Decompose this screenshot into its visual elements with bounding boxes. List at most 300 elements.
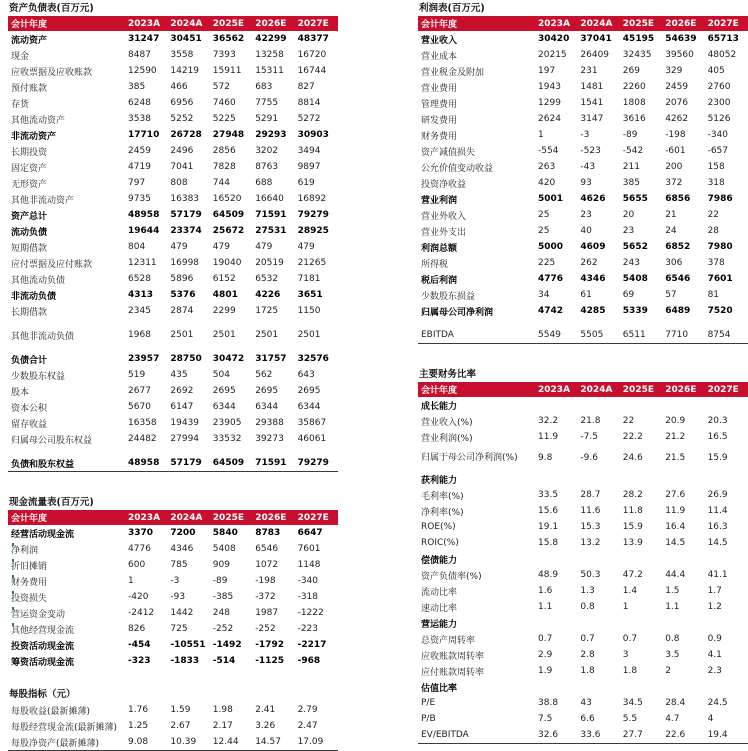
row-label: 少数股东损益	[421, 291, 476, 302]
cell-2027E	[706, 615, 748, 631]
cell-2026E: 13258	[255, 50, 284, 60]
cell-2027E: 2.3	[707, 666, 722, 676]
cell-2024A: 4609	[580, 242, 606, 252]
cell-2026E: -601	[665, 146, 686, 156]
cell-2026E: 14.57	[255, 737, 281, 747]
cell-2027E: 158	[707, 162, 725, 172]
income-statement-table	[418, 16, 748, 343]
spacer	[8, 669, 338, 686]
cell-2026E	[663, 397, 705, 413]
cell-2024A: 1.59	[170, 705, 191, 715]
cell-2026E: 42299	[255, 34, 287, 44]
cell-2027E: 9897	[297, 162, 321, 172]
row-label: 无形资产	[11, 179, 48, 190]
row-label: P/E	[421, 698, 436, 708]
cell-2025E: -89	[212, 576, 228, 586]
cell-2025E: 23905	[212, 418, 242, 428]
cell-2026E: 7710	[665, 330, 689, 340]
cell-2024A: 4285	[580, 306, 606, 316]
cell-2024A: 4626	[580, 194, 606, 204]
cell-2027E: -223	[297, 624, 319, 634]
cell-2026E: 16.4	[665, 522, 686, 532]
cell-2026E	[663, 471, 705, 487]
table-row	[8, 31, 338, 47]
cell-2023A: 2345	[128, 306, 151, 316]
row-label: 留存收益	[11, 419, 48, 430]
table-row	[418, 615, 748, 631]
cell-2024A: 14219	[170, 66, 200, 76]
cell-2024A: 5896	[170, 274, 194, 284]
cell-2023A: 5000	[538, 242, 564, 252]
cell-2026E: 2076	[665, 98, 689, 108]
cell-2025E: 69	[622, 290, 635, 300]
cell-2023A: 32.6	[538, 730, 559, 740]
cell-2027E: 30903	[297, 130, 329, 140]
table-row	[8, 621, 338, 637]
table-row	[8, 637, 338, 653]
cell-2026E: 15311	[255, 66, 284, 76]
table-header-row	[418, 16, 748, 31]
cell-2025E: 2856	[212, 146, 236, 156]
cell-2027E: 35867	[297, 418, 327, 428]
cell-2025E: 744	[212, 178, 230, 188]
cell-2023A: 9.08	[128, 737, 149, 747]
table-row	[8, 718, 338, 734]
cell-2025E: -1492	[212, 640, 242, 650]
cell-2025E: 36562	[212, 34, 245, 44]
header-cell-2025E: 2025E	[621, 16, 663, 31]
cell-2024A: -3	[170, 576, 180, 586]
row-spacer	[8, 343, 338, 351]
cell-2023A: 4313	[128, 290, 154, 300]
cell-2025E: 504	[212, 370, 230, 380]
header-cell-2023A: 2023A	[126, 510, 168, 525]
cell-2024A: 785	[170, 560, 188, 570]
row-label: 成长能力	[421, 401, 458, 412]
cell-2024A: 725	[170, 624, 188, 634]
table-row	[8, 223, 338, 239]
cell-2024A: 5252	[170, 114, 194, 124]
cell-2024A: 93	[580, 178, 592, 188]
row-label: 营业成本	[421, 51, 458, 62]
cell-2027E: 2.47	[297, 721, 318, 731]
cell-2027E: 28925	[297, 226, 329, 236]
cell-2025E: 33532	[212, 434, 242, 444]
row-label: 长期投资	[11, 147, 48, 158]
cell-2023A: 31247	[128, 34, 160, 44]
cell-2025E: 20	[622, 210, 635, 220]
row-label: 每股经营现金流(最新摊薄)	[11, 722, 118, 733]
cell-2024A: 16383	[170, 194, 200, 204]
cell-2027E: 8754	[707, 330, 731, 340]
cell-2023A: 4742	[538, 306, 564, 316]
cell-2027E: 1.7	[707, 586, 722, 596]
cell-2026E	[663, 551, 705, 567]
row-label: 税后利润	[421, 275, 458, 286]
cell-2024A: 33.6	[580, 730, 601, 740]
cell-2024A: 4346	[580, 274, 606, 284]
table-row	[418, 631, 748, 647]
row-label: 短期借款	[11, 243, 48, 254]
cell-2026E: 2	[665, 666, 671, 676]
cell-2025E: 28.2	[622, 490, 643, 500]
table-row	[418, 175, 748, 191]
cell-2026E: 1.5	[665, 586, 680, 596]
cell-2024A: 21.8	[580, 416, 601, 426]
row-label: 存货	[11, 99, 30, 110]
row-label: 经营活动现金流	[11, 529, 75, 540]
header-cell-2027E: 2027E	[296, 510, 338, 525]
row-label: 应付票据及应付账款	[11, 259, 93, 270]
cell-2024A: -43	[580, 162, 596, 172]
cell-2025E: 15911	[212, 66, 242, 76]
cell-2023A: 4719	[128, 162, 151, 172]
cell-2024A: 7041	[170, 162, 194, 172]
row-label: 营运资金变动	[8, 605, 126, 621]
cell-2027E: 479	[297, 242, 315, 252]
cell-2025E: -514	[212, 656, 236, 666]
table-row	[8, 303, 338, 319]
row-label: 流动负债	[11, 227, 48, 238]
row-label: 营业利润	[421, 195, 458, 206]
cell-2026E: 683	[255, 82, 273, 92]
cell-2023A: 1943	[538, 82, 561, 92]
header-cell-year-label: 会计年度	[8, 510, 126, 525]
table-row	[8, 95, 338, 111]
cell-2025E: 6152	[212, 274, 236, 284]
table-row	[418, 429, 748, 445]
header-cell-2023A: 2023A	[536, 16, 578, 31]
cell-2023A: 0.7	[538, 634, 553, 644]
cash-flow-title: 现金流量表(百万元)	[9, 497, 94, 508]
header-cell-2026E: 2026E	[253, 16, 295, 31]
cell-2025E: 6511	[622, 330, 646, 340]
cell-2027E: 17.09	[297, 737, 324, 747]
header-cell-year-label: 会计年度	[418, 16, 536, 31]
table-row	[418, 711, 748, 727]
cell-2026E: 2459	[665, 82, 689, 92]
cell-2023A: 19.1	[538, 522, 559, 532]
cell-2023A: 519	[128, 370, 146, 380]
cell-2027E: 41.1	[707, 570, 728, 580]
header-cell-2027E: 2027E	[296, 16, 338, 31]
row-label: 营业收入(%)	[421, 417, 473, 428]
table-row	[418, 79, 748, 95]
cell-2025E: 22	[622, 416, 635, 426]
row-label: 财务费用	[8, 573, 126, 589]
cell-2025E: 479	[212, 242, 230, 252]
cell-2027E: 46061	[297, 434, 327, 444]
cell-2026E: 6856	[665, 194, 691, 204]
cell-2023A	[536, 471, 578, 487]
table-row	[8, 557, 338, 573]
cell-2023A: 3370	[128, 528, 154, 538]
row-label: 其他非流动资产	[11, 195, 75, 206]
cell-2024A: 0.7	[580, 634, 595, 644]
cell-2026E: 1987	[255, 608, 279, 618]
table-row	[8, 143, 338, 159]
row-label: 投资净收益	[421, 179, 467, 190]
table-row	[8, 431, 338, 447]
table-row	[418, 599, 748, 615]
row-label: 速动比率	[421, 603, 458, 614]
cell-2027E: 26.9	[707, 490, 728, 500]
cell-2023A: 9.8	[538, 453, 553, 463]
cell-2024A: 61	[580, 290, 592, 300]
cell-2025E: 243	[622, 258, 640, 268]
row-spacer	[8, 447, 338, 455]
cell-2023A: 12590	[128, 66, 157, 76]
cell-2024A: 2874	[170, 306, 194, 316]
spacer	[418, 344, 748, 366]
cell-2026E: 16640	[255, 194, 284, 204]
cell-2027E: 16744	[297, 66, 327, 76]
cell-2027E: -340	[707, 130, 729, 140]
row-label: 非流动资产	[11, 131, 57, 142]
cell-2025E: 27.7	[622, 730, 643, 740]
table-row	[418, 503, 748, 519]
row-label: 应收票据及应收账款	[11, 67, 93, 78]
row-label: 利润总额	[421, 243, 458, 254]
cell-2025E: 3	[622, 650, 629, 660]
row-label: 净利率(%)	[421, 507, 464, 518]
cell-2027E: 7980	[707, 242, 733, 252]
table-body	[8, 525, 338, 669]
cell-2027E: 48052	[707, 50, 737, 60]
table-row	[418, 31, 748, 47]
cell-2027E: 48377	[297, 34, 329, 44]
cell-2023A: 2.9	[538, 650, 553, 660]
cell-2023A: 385	[128, 82, 146, 92]
row-label: 应付账款周转率	[421, 667, 485, 678]
row-label: 营业外支出	[421, 227, 467, 238]
cell-2024A: 13.2	[580, 538, 601, 548]
header-cell-2025E: 2025E	[211, 16, 253, 31]
row-label: ROIC(%)	[421, 538, 459, 548]
cell-2027E: 7601	[707, 274, 733, 284]
row-label: 现金	[11, 51, 30, 62]
cell-2025E: 34.5	[622, 698, 643, 708]
cell-2027E: 2760	[707, 82, 731, 92]
header-cell-2027E: 2027E	[706, 16, 748, 31]
cell-2025E: 45195	[622, 34, 655, 44]
cell-2023A	[536, 615, 578, 631]
header-cell-2026E: 2026E	[253, 510, 295, 525]
right-column	[418, 0, 748, 744]
cell-2023A: 600	[128, 560, 146, 570]
table-row	[8, 255, 338, 271]
cell-2026E: -1125	[255, 656, 284, 666]
cell-2027E: 378	[707, 258, 725, 268]
cell-2026E: 27531	[255, 226, 287, 236]
header-cell-2023A: 2023A	[536, 382, 578, 397]
cell-2026E: 20519	[255, 258, 284, 268]
cell-2027E: 5126	[707, 114, 731, 124]
table-row	[8, 541, 338, 557]
cell-2027E	[706, 551, 748, 567]
cell-2023A: 9735	[128, 194, 151, 204]
table-row	[418, 63, 748, 79]
row-label: 资产总计	[11, 211, 48, 222]
table-row	[418, 647, 748, 663]
cell-2026E: 3.5	[665, 650, 680, 660]
cell-2027E: 0.9	[707, 634, 722, 644]
table-body	[8, 31, 338, 471]
cell-2027E: 8814	[297, 98, 321, 108]
cell-2024A: 0.8	[580, 602, 595, 612]
cell-2023A: -554	[538, 146, 559, 156]
cell-2026E: 329	[665, 66, 683, 76]
table-row	[418, 327, 748, 343]
cell-2026E: 8763	[255, 162, 279, 172]
cell-2024A: 23	[580, 210, 592, 220]
cell-2023A: 48.9	[538, 570, 559, 580]
cell-2024A	[578, 615, 620, 631]
cell-2025E: 64509	[212, 458, 245, 468]
table-row	[8, 589, 338, 605]
cell-2025E: 16520	[212, 194, 242, 204]
cell-2027E: -318	[297, 592, 319, 602]
cell-2025E: 2299	[212, 306, 236, 316]
ratios-block	[418, 366, 748, 744]
cell-2024A: 28750	[170, 354, 202, 364]
cell-2026E: 28.4	[665, 698, 686, 708]
row-label: 非流动负债	[11, 291, 57, 302]
cell-2027E: 5272	[297, 114, 321, 124]
cell-2024A: 19439	[170, 418, 200, 428]
cell-2026E: -198	[665, 130, 686, 140]
header-cell-2027E: 2027E	[706, 382, 748, 397]
cell-2026E: 4262	[665, 114, 689, 124]
spacer-cell	[8, 343, 338, 351]
cell-2023A: 804	[128, 242, 146, 252]
cell-2027E: -2217	[297, 640, 327, 650]
table-row	[8, 207, 338, 223]
table-row	[418, 445, 748, 471]
row-label: 股本	[11, 387, 30, 398]
table-row	[8, 47, 338, 63]
cell-2025E: 64509	[212, 210, 245, 220]
table-row	[418, 471, 748, 487]
cell-2023A: 2624	[538, 114, 561, 124]
cell-2023A: 6248	[128, 98, 151, 108]
table-header-row	[8, 510, 338, 525]
cell-2023A: 5670	[128, 402, 151, 412]
cell-2026E: -198	[255, 576, 276, 586]
cell-2025E: 47.2	[622, 570, 643, 580]
cell-2024A: 15.3	[580, 522, 601, 532]
cell-2024A: 2.67	[170, 721, 191, 731]
cell-2023A: -454	[128, 640, 151, 650]
cell-2026E: 562	[255, 370, 273, 380]
row-label: 投资活动现金流	[11, 641, 75, 652]
cell-2024A: 30451	[170, 34, 202, 44]
cell-2026E: 6344	[255, 402, 279, 412]
per-share-block	[8, 686, 338, 751]
cell-2023A: 263	[538, 162, 556, 172]
row-label: 其他流动负债	[11, 275, 66, 286]
cell-2026E: 4226	[255, 290, 281, 300]
row-label: 估值比率	[421, 683, 458, 694]
header-cell-2024A: 2024A	[578, 16, 620, 31]
cell-2027E: 3651	[297, 290, 323, 300]
cell-2025E: 3616	[622, 114, 646, 124]
cell-2026E: -1792	[255, 640, 284, 650]
cell-2027E: 20.3	[707, 416, 728, 426]
cell-2024A: -9.6	[580, 453, 598, 463]
cell-2026E: 479	[255, 242, 273, 252]
cell-2026E: 6532	[255, 274, 279, 284]
row-label: 营运能力	[421, 619, 458, 630]
cell-2023A: -2412	[128, 608, 155, 618]
cell-2026E: 11.9	[665, 506, 686, 516]
cell-2026E: 1.1	[665, 602, 680, 612]
cell-2024A: 1481	[580, 82, 604, 92]
cell-2027E: -657	[707, 146, 729, 156]
table-row	[418, 551, 748, 567]
cell-2024A: 435	[170, 370, 188, 380]
cell-2027E: 2501	[297, 330, 321, 340]
header-cell-2024A: 2024A	[578, 382, 620, 397]
cell-2023A: 16358	[128, 418, 157, 428]
cell-2026E: 200	[665, 162, 683, 172]
cell-2025E: 5655	[622, 194, 648, 204]
cell-2023A: 11.9	[538, 432, 559, 442]
cell-2023A: 20215	[538, 50, 567, 60]
row-label: 负债合计	[11, 355, 48, 366]
cell-2023A: 17710	[128, 130, 160, 140]
cell-2023A	[536, 551, 578, 567]
cell-2024A: 28.7	[580, 490, 601, 500]
cell-2023A: 797	[128, 178, 146, 188]
cell-2025E: 2501	[212, 330, 236, 340]
cell-2027E: 6647	[297, 528, 323, 538]
table-row	[418, 95, 748, 111]
row-label: ROE(%)	[421, 522, 456, 532]
header-cell-year-label: 会计年度	[8, 16, 126, 31]
cell-2023A: 12311	[128, 258, 157, 268]
header-cell-2025E: 2025E	[211, 510, 253, 525]
income-statement-title: 利润表(百万元)	[419, 3, 485, 14]
cell-2024A: 808	[170, 178, 188, 188]
cell-2026E: 306	[665, 258, 683, 268]
table-row	[418, 695, 748, 711]
table-row	[8, 111, 338, 127]
cell-2025E: 269	[622, 66, 640, 76]
cell-2025E: 2260	[622, 82, 646, 92]
table-row	[8, 383, 338, 399]
cell-2024A: 7200	[170, 528, 196, 538]
cell-2023A: -323	[128, 656, 151, 666]
row-label: 每股收益(最新摊薄)	[11, 706, 91, 717]
cell-2027E: 1150	[297, 306, 321, 316]
cell-2026E: 44.4	[665, 570, 686, 580]
cell-2023A: 3538	[128, 114, 151, 124]
table-bottom-rule	[418, 743, 748, 744]
table-header-row	[418, 382, 748, 397]
row-label: 营业费用	[421, 83, 458, 94]
ratios-table	[418, 382, 748, 743]
cell-2024A: 50.3	[580, 570, 601, 580]
cell-2024A: 10.39	[170, 737, 197, 747]
row-label: 投资损失	[8, 589, 126, 605]
cell-2025E: 1.8	[622, 666, 638, 676]
row-label: 预付账款	[11, 83, 48, 94]
cell-2024A: 2692	[170, 386, 194, 396]
cell-2026E: 22.6	[665, 730, 686, 740]
cash-flow-block	[8, 494, 338, 669]
cell-2023A: 48958	[128, 458, 160, 468]
